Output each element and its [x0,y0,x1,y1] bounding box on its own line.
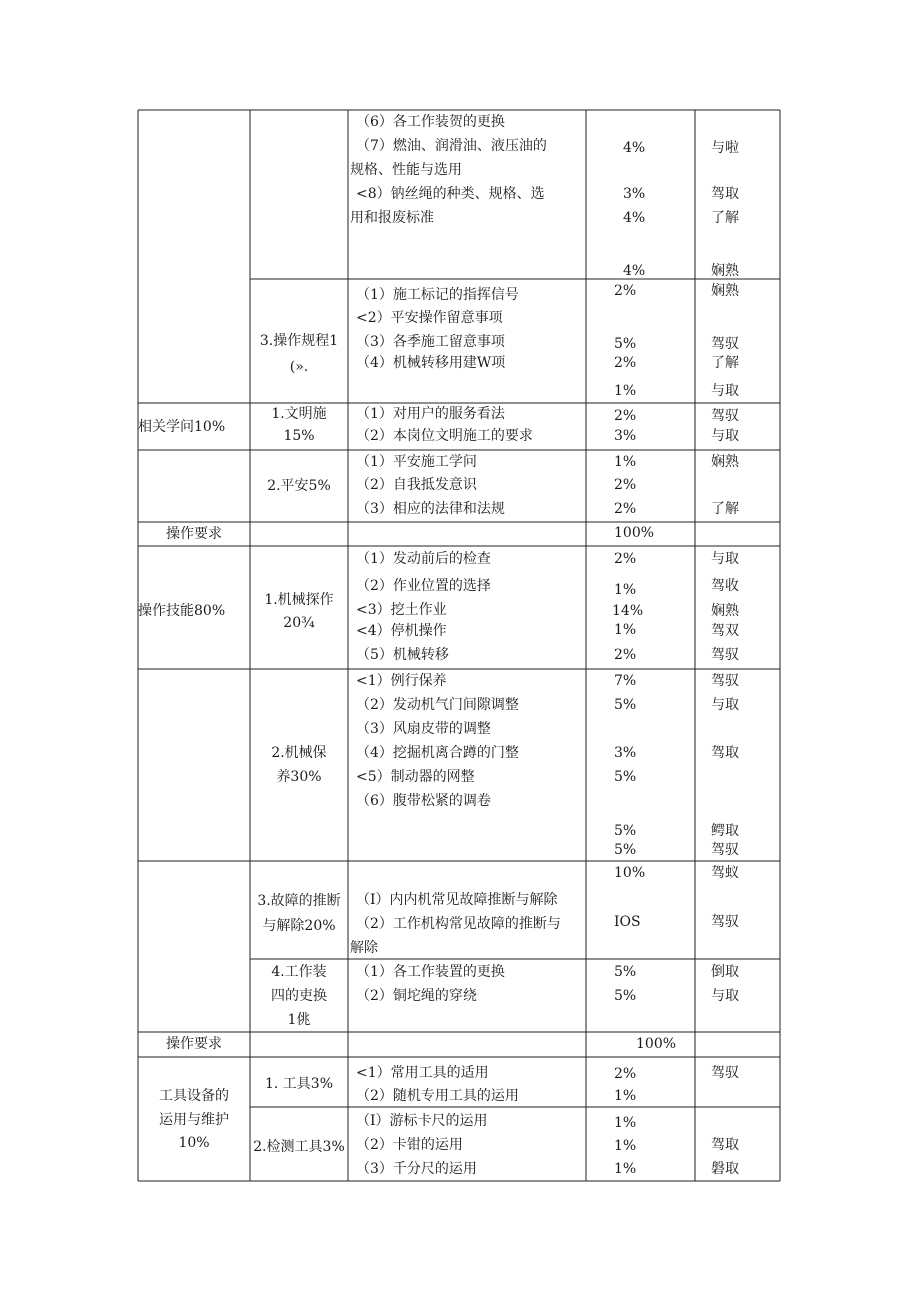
level-value: 驾驭 [711,336,739,352]
sub-item-label: 与解除20% [262,918,336,934]
sub-item-label: 4.工作装 [271,964,327,980]
item-text: （6）腹带松紧的调卷 [356,793,491,809]
weight-value: 5% [614,769,637,785]
weight-value: 1% [614,1138,637,1154]
level-value: 驾取 [711,186,739,202]
item-text: 规格、性能与选用 [350,162,462,178]
level-value: 驾取 [711,1137,739,1153]
weight-value: 1% [614,622,637,638]
level-value: 倒取 [711,964,739,980]
item-text: <1）常用工具的适用 [356,1065,489,1081]
sub-item-label: 15% [283,428,315,444]
weight-value: 5% [614,964,637,980]
sub-item-label: 四的吏换 [271,988,327,1004]
weight-value: 1% [614,1161,637,1177]
level-value: 了解 [711,355,739,371]
item-text: （4）机械转移用建W项 [356,355,506,371]
level-value: 鳄取 [711,823,739,839]
sub-item-label: 1.机械探作 [264,592,334,608]
level-value: 与取 [711,697,739,713]
sub-item-label: 3.操作规程1 [259,333,339,349]
item-text: （2）本岗位文明施工的要求 [356,428,533,444]
item-text: （2）发动机气门间隙调整 [356,697,519,713]
item-text: （2）铜坨绳的穿绕 [356,988,477,1004]
category-label: 操作技能80% [138,603,226,619]
weight-value: 3% [623,186,646,202]
weight-value: 2% [614,501,637,517]
item-text: （2）随机专用工具的运用 [356,1088,519,1104]
level-value: 驾驭 [711,914,739,930]
item-text: <5）制动器的网整 [356,769,475,785]
item-text: （2）工作机构常见故障的推断与 [356,916,561,932]
category-label: 10% [178,1135,210,1151]
sub-item-label: 1.文明施 [271,406,327,422]
level-value: 驾驭 [711,673,739,689]
item-text: （7）燃油、润滑油、液压油的 [356,138,547,154]
item-text: （5）机械转移 [356,647,449,663]
sub-item-label: 2.检测工具3% [253,1139,345,1155]
item-text: （4）挖掘机离合蹲的门整 [356,745,519,761]
weight-value: 2% [614,551,637,567]
level-value: 与取 [711,383,739,399]
weight-value: 1% [614,582,637,598]
level-value: 娴熟 [711,603,739,619]
sub-item-label: 2.机械保 [271,745,327,761]
category-label: 工具设备的 [159,1088,229,1104]
level-value: 驾驭 [711,647,739,663]
item-text: <1）例行保养 [356,673,447,689]
item-text: （1）各工作装置的更换 [356,964,505,980]
weight-total: 100% [636,1036,677,1052]
item-text: <2）平安操作留意事项 [356,310,503,326]
weight-value: 3% [614,428,637,444]
weight-value: 2% [614,647,637,663]
weight-value: 5% [614,988,637,1004]
sub-item-label: 3.故障的推断 [257,893,341,909]
weight-value: 14% [612,603,644,619]
level-value: 驾双 [711,623,739,639]
section-label: 操作要求 [166,526,222,542]
category-label: 运用与维护 [159,1112,229,1128]
item-text: （3）相应的法律和法规 [356,501,505,517]
level-value: 娴熟 [711,454,739,470]
level-value: 了解 [711,501,739,517]
item-text: <4）停机操作 [356,623,447,639]
weight-value: 2% [614,283,637,299]
weight-value: 3% [614,745,637,761]
weight-value: 1% [614,1115,637,1131]
sub-item-label: 2.平安5% [267,478,331,494]
item-text: <3）挖土作业 [356,602,447,618]
weight-value: 1% [614,454,637,470]
level-value: 驾驭 [711,842,739,858]
weight-value: 4% [623,210,646,226]
sub-item-label: (». [289,359,309,375]
level-value: 驾蚁 [711,865,739,881]
sub-item-label: 1. 工具3% [264,1076,334,1092]
item-text: （2）自我抵发意识 [356,477,477,493]
level-value: 娴熟 [711,263,739,279]
weight-value: 2% [614,408,637,424]
item-text: （2）作业位置的选择 [356,578,491,594]
item-text: （2）卡钳的运用 [356,1137,463,1153]
weight-value: 5% [614,842,637,858]
weight-total: 100% [614,525,655,541]
item-text: （1）施工标记的指挥信号 [356,287,519,303]
level-value: 磐取 [711,1161,739,1177]
item-text: （3）千分尺的运用 [356,1161,477,1177]
item-text: （3）各季施工留意事项 [356,334,505,350]
item-text: 用和报废标准 [350,210,434,226]
weight-value: 2% [614,1066,637,1082]
level-value: 与啦 [711,140,739,156]
level-value: 与取 [711,551,739,567]
item-text: （1）对用户的服务看法 [356,406,505,422]
item-text: （6）各工作装贺的更换 [356,114,505,130]
level-value: 了解 [711,210,739,226]
item-text: （3）风扇皮带的调整 [356,721,491,737]
item-text: （1）平安施工学问 [356,454,477,470]
level-value: 娴熟 [711,283,739,299]
weight-value: 4% [623,140,646,156]
weight-value: 2% [614,477,637,493]
level-value: 驾取 [711,745,739,761]
level-value: 与取 [711,428,739,444]
weight-value: IOS [614,914,641,930]
section-label: 操作要求 [166,1036,222,1052]
item-text: （1）发动前后的检查 [356,551,491,567]
level-value: 与取 [711,988,739,1004]
sub-item-label: 养30% [276,769,322,785]
weight-value: 1% [614,1088,637,1104]
category-label: 相关学问10% [138,419,226,435]
item-text: （I）内内机常见故障推断与解除 [356,892,558,908]
item-text: <8）钠丝绳的种类、规格、选 [356,186,545,202]
weight-value: 5% [614,336,637,352]
sub-item-label: 1佻 [287,1012,311,1028]
weight-value: 7% [614,673,637,689]
weight-value: 4% [623,263,646,279]
sub-item-label: 20¾ [283,615,315,631]
weight-value: 2% [614,355,637,371]
level-value: 驾驭 [711,1065,739,1081]
item-text: 解除 [350,940,378,956]
item-text: （I）游标卡尺的运用 [356,1113,488,1129]
level-value: 驾收 [711,578,739,594]
weight-value: 5% [614,823,637,839]
weight-value: 5% [614,697,637,713]
weight-value: 10% [614,865,646,881]
level-value: 驾驭 [711,408,739,424]
weight-value: 1% [614,383,637,399]
